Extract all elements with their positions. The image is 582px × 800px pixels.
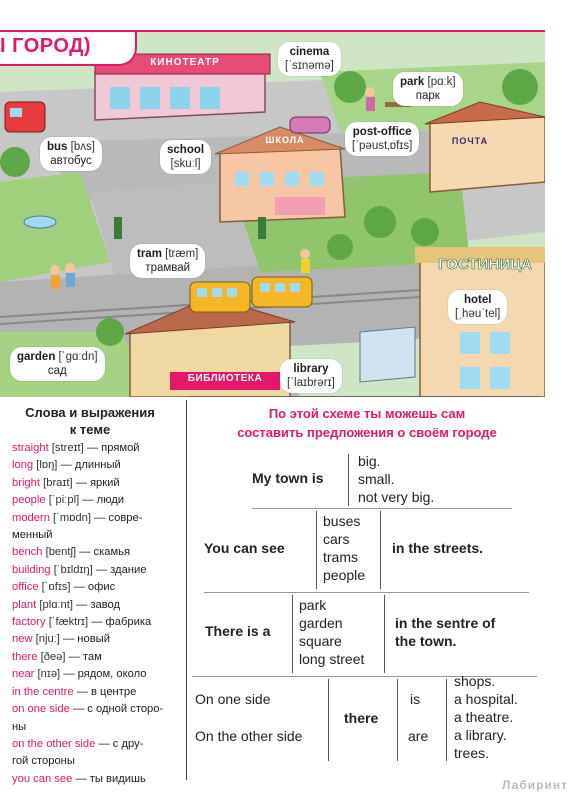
sentence-scheme-panel xyxy=(192,398,542,778)
vocab-translation: — там xyxy=(68,650,102,663)
vocab-word: long xyxy=(12,459,34,472)
vocab-transcription: [streɪt] xyxy=(51,442,84,454)
row4-bar-1 xyxy=(328,679,329,761)
row3-options: park garden square long street xyxy=(299,597,365,667)
vocab-translation: — в центре xyxy=(76,685,137,698)
row-separator-1 xyxy=(252,508,512,509)
vocab-translation: — новый xyxy=(63,633,110,646)
vocab-translation: — люди xyxy=(82,494,125,507)
label-cinema: cinema [ˈsɪnəmə] xyxy=(278,42,341,76)
vocabulary-item xyxy=(0,771,180,788)
cinema-sign: КИНОТЕАТР xyxy=(150,57,220,68)
vocabulary-item xyxy=(0,527,180,544)
city-illustration xyxy=(0,30,545,397)
row3-bar-right xyxy=(384,595,385,673)
vocab-word: people xyxy=(12,494,46,507)
vocab-translation: — офис xyxy=(73,581,116,594)
vocabulary-item xyxy=(0,736,180,753)
row1-lead: My town is xyxy=(252,470,324,486)
vocabulary-item xyxy=(0,631,180,648)
vocab-transcription: [lɒŋ] xyxy=(36,459,58,472)
vocab-translation: — здание xyxy=(95,563,147,576)
vocabulary-item xyxy=(0,544,180,561)
city-illustration-art xyxy=(0,32,545,397)
vocab-translation: менный xyxy=(12,529,53,542)
row4-bar-3 xyxy=(446,679,447,761)
page-title: I ГОРОД) xyxy=(0,35,92,57)
row4-lead-other-side: On the other side xyxy=(195,728,303,744)
label-school: school [skuːl] xyxy=(160,140,211,174)
vocab-word: plant xyxy=(12,598,37,611)
vocabulary-item xyxy=(0,719,180,736)
vocab-translation: — скамья xyxy=(79,546,131,559)
hotel-sign: ГОСТИНИЦА xyxy=(438,256,532,273)
vocabulary-item xyxy=(0,510,180,527)
row4-lead-one-side: On one side xyxy=(195,691,271,707)
vocab-word: on the other side xyxy=(12,737,96,750)
vocab-translation: гой стороны xyxy=(12,755,75,768)
vocabulary-list xyxy=(0,440,180,788)
vocabulary-item xyxy=(0,597,180,614)
vocabulary-item xyxy=(0,475,180,492)
row2-options: buses cars trams people xyxy=(323,513,366,583)
vocab-translation: ны xyxy=(12,720,27,733)
vocab-translation: — фабрика xyxy=(91,616,152,629)
row3-lead: There is a xyxy=(205,623,271,639)
scheme-heading: По этой схеме ты можешь сам составить предложения о своём городе xyxy=(237,406,497,440)
vocab-translation: — завод xyxy=(76,598,121,611)
row2-bar-right xyxy=(380,511,381,589)
vocabulary-item xyxy=(0,492,180,509)
vocab-word: factory xyxy=(12,616,46,629)
label-garden: garden [ˈgɑːdn] сад xyxy=(10,347,105,381)
vocab-word: on one side xyxy=(12,703,70,716)
label-hotel: hotel [ˌhəuˈtel] xyxy=(448,290,507,324)
vocab-transcription: [braɪt] xyxy=(43,476,73,489)
vocab-translation: — с одной сторо- xyxy=(72,703,164,716)
row4-options: shops. a hospital. a theatre. a library. trees. xyxy=(454,673,518,761)
label-post-office: post-office [ˈpəust‚ɒfɪs] xyxy=(345,122,419,156)
vocab-transcription: [ˈpiːpl] xyxy=(48,494,80,507)
vocab-transcription: [bentʃ] xyxy=(45,546,77,559)
vocab-word: you can see xyxy=(12,772,73,785)
vocab-transcription: [ˈɒfɪs] xyxy=(41,581,71,594)
row4-bar-2 xyxy=(397,679,398,761)
publisher-watermark: Лабиринт xyxy=(501,778,568,792)
vocab-transcription: [njuː] xyxy=(35,633,60,646)
vocab-transcription: [ˈfæktrɪ] xyxy=(48,616,89,629)
vocabulary-panel xyxy=(0,398,180,785)
vocab-translation: — рядом, около xyxy=(63,668,147,681)
vocabulary-item xyxy=(0,649,180,666)
vocabulary-item xyxy=(0,579,180,596)
vocab-word: bench xyxy=(12,546,43,559)
vocab-word: near xyxy=(12,668,35,681)
vocab-transcription: [ˈmɒdn] xyxy=(53,511,91,524)
vocab-word: building xyxy=(12,563,51,576)
post-office-sign: ПОЧТА xyxy=(451,136,489,146)
title-banner xyxy=(0,30,137,66)
vocab-translation: — совре- xyxy=(94,511,143,524)
school-sign: ШКОЛА xyxy=(265,135,305,145)
vocab-transcription: [ˈbɪldɪŋ] xyxy=(53,563,93,576)
section-divider-horizontal xyxy=(186,396,541,397)
vocab-translation: — прямой xyxy=(86,442,140,454)
vocab-word: office xyxy=(12,581,39,594)
vocabulary-heading: Слова и выражения к теме xyxy=(25,405,155,437)
row1-options: big. small. not very big. xyxy=(358,453,435,505)
vocab-translation: — ты видишь xyxy=(75,772,146,785)
vocabulary-item xyxy=(0,701,180,718)
row1-bar xyxy=(348,454,349,506)
row2-tail: in the streets. xyxy=(392,540,484,556)
label-library: library [ˈlaɪbrərɪ] xyxy=(280,359,342,393)
label-tram: tram [træm] трамвай xyxy=(130,244,205,278)
row2-lead: You can see xyxy=(204,540,285,556)
vocab-transcription: [nɪə] xyxy=(37,668,61,681)
vocab-word: modern xyxy=(12,511,50,524)
vocab-translation: — с дру- xyxy=(98,737,144,750)
vocabulary-item xyxy=(0,753,180,770)
vocab-word: new xyxy=(12,633,33,646)
vocabulary-item xyxy=(0,562,180,579)
label-bus: bus [bʌs] автобус xyxy=(40,137,102,171)
vocab-transcription: [ðeə] xyxy=(40,650,66,663)
label-park: park [pɑːk] парк xyxy=(393,72,463,106)
vocabulary-item xyxy=(0,440,180,457)
vocab-word: in the centre xyxy=(12,685,74,698)
row4-there: there xyxy=(344,710,379,726)
vocab-translation: — яркий xyxy=(75,476,120,489)
vocabulary-item xyxy=(0,666,180,683)
row4-verb-is: is xyxy=(410,691,421,707)
vocabulary-item xyxy=(0,457,180,474)
library-sign: БИБЛИОТЕКА xyxy=(187,373,263,384)
vocab-translation: — длинный xyxy=(60,459,121,472)
section-divider-vertical xyxy=(186,400,187,780)
row3-tail: in the sentre of the town. xyxy=(395,615,496,649)
vocabulary-item xyxy=(0,684,180,701)
vocab-word: straight xyxy=(12,442,49,454)
vocab-word: bright xyxy=(12,476,40,489)
vocab-transcription: [plɑːnt] xyxy=(39,598,73,611)
row4-verb-are: are xyxy=(408,728,429,744)
vocab-word: there xyxy=(12,650,38,663)
row-separator-2 xyxy=(204,592,529,593)
vocabulary-item xyxy=(0,614,180,631)
